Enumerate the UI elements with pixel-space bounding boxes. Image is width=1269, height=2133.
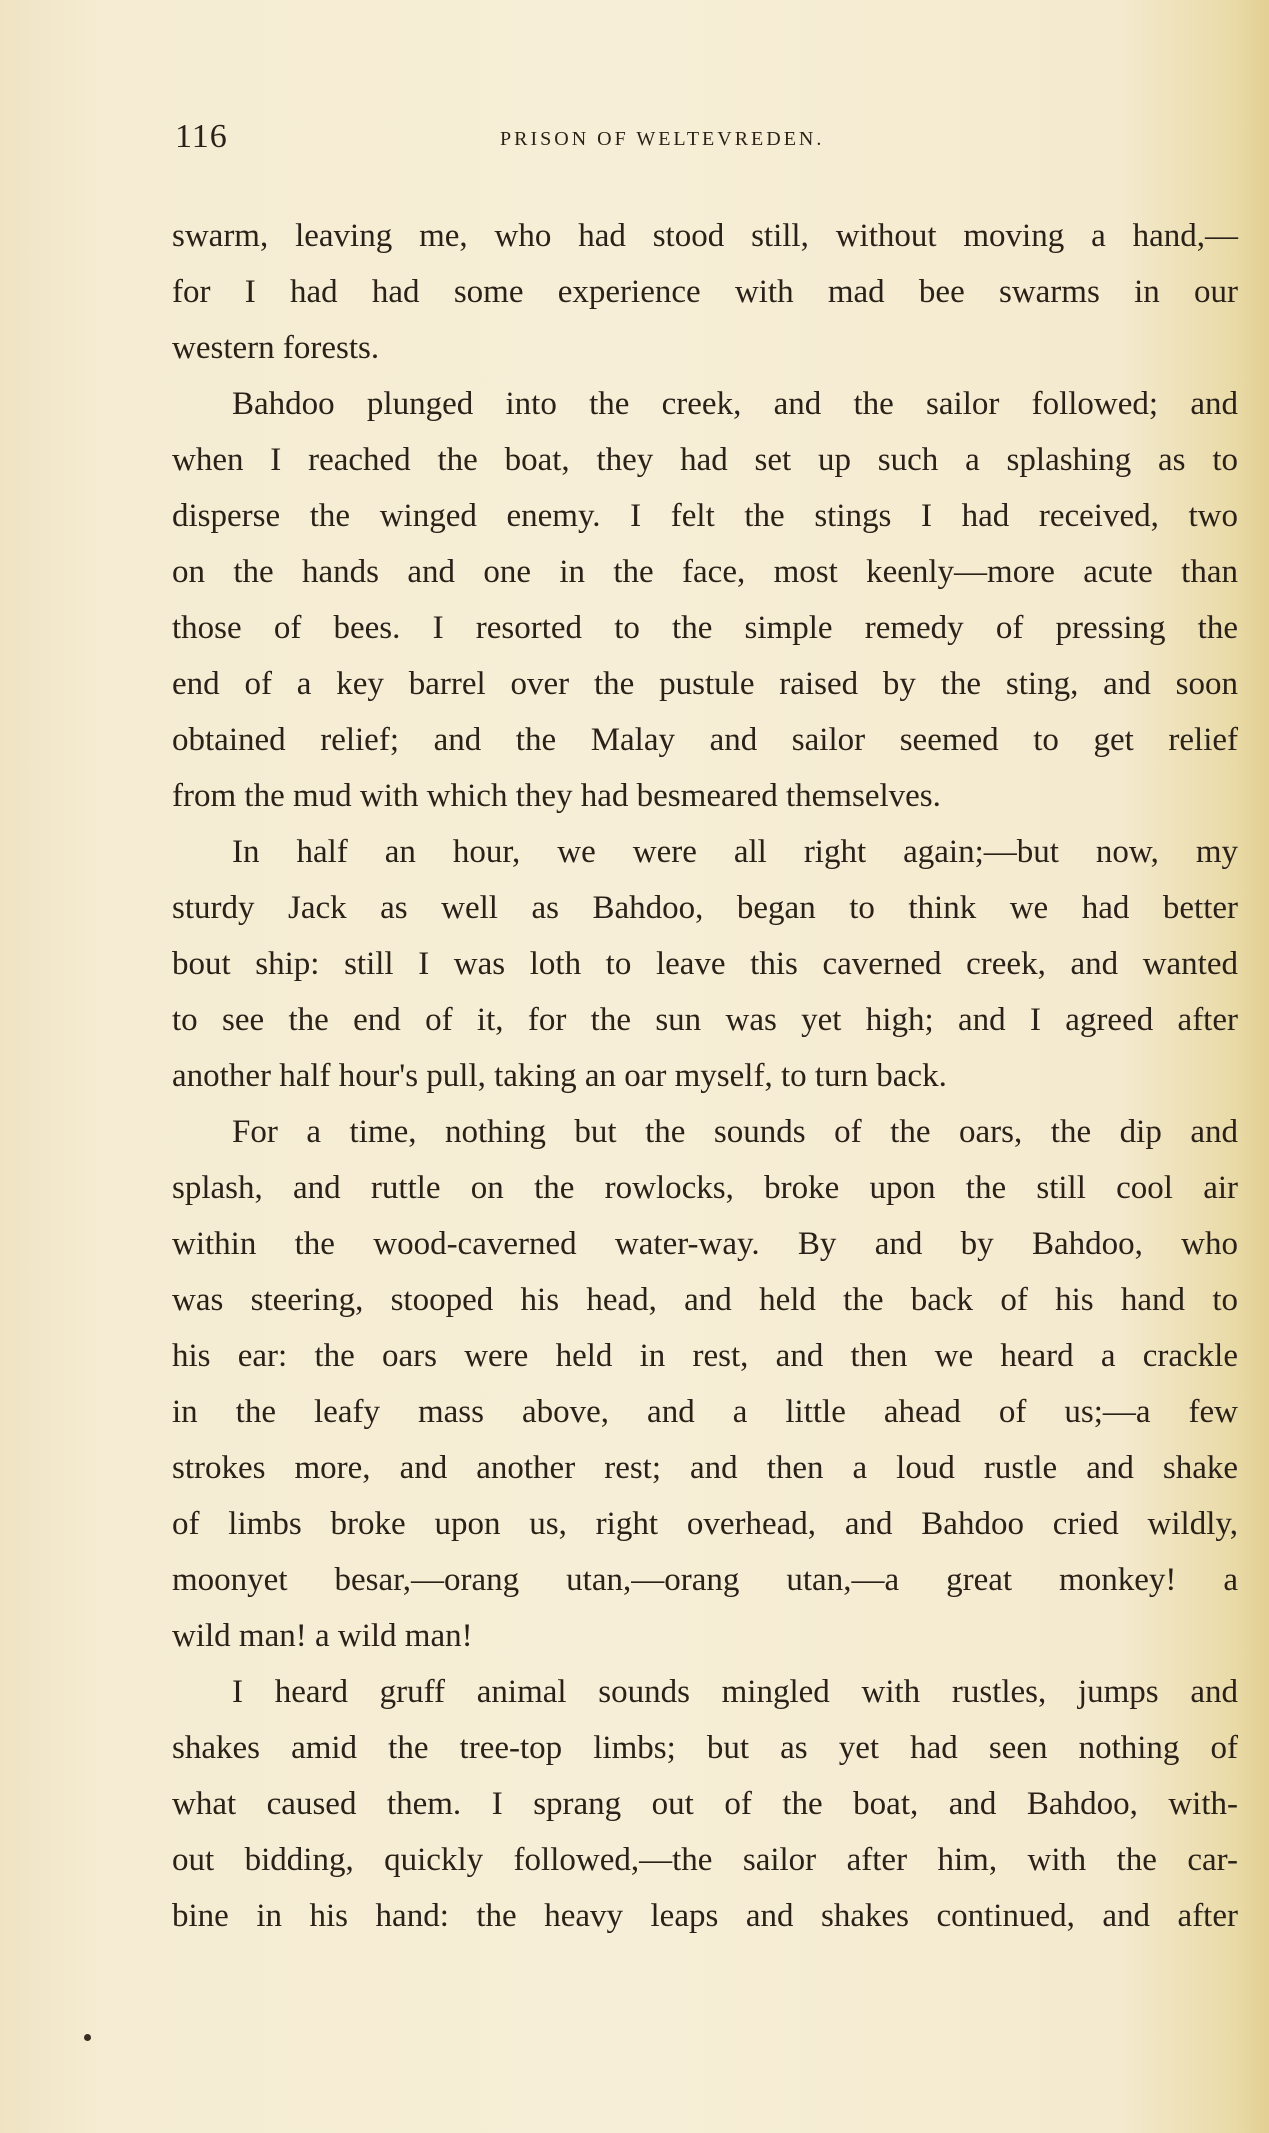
text-line: disperse the winged enemy. I felt the stings I had received, two	[172, 498, 1238, 534]
text-line: those of bees. I resorted to the simple remedy of pressing the	[172, 610, 1238, 646]
text-line: strokes more, and another rest; and then a loud rustle and shake	[172, 1450, 1238, 1486]
page-number: 116	[175, 118, 228, 155]
text-line: his ear: the oars were held in rest, and then we heard a crackle	[172, 1338, 1238, 1374]
text-line: from the mud with which they had besmeared themselves.	[172, 778, 941, 814]
running-title: PRISON OF WELTEVREDEN.	[500, 128, 825, 150]
text-line: wild man! a wild man!	[172, 1618, 473, 1654]
text-line: moonyet besar,—orang utan,—orang utan,—a great monkey! a	[172, 1562, 1238, 1598]
text-line: bine in his hand: the heavy leaps and shakes continued, and after	[172, 1898, 1238, 1934]
text-line: Bahdoo plunged into the creek, and the sailor followed; and	[232, 386, 1238, 422]
text-line: for I had had some experience with mad bee swarms in our	[172, 274, 1238, 310]
text-line: end of a key barrel over the pustule raised by the sting, and soon	[172, 666, 1238, 702]
text-line: I heard gruff animal sounds mingled with rustles, jumps and	[232, 1674, 1238, 1710]
text-line: when I reached the boat, they had set up such a splashing as to	[172, 442, 1238, 478]
text-line: was steering, stooped his head, and held the back of his hand to	[172, 1282, 1238, 1318]
text-line: of limbs broke upon us, right overhead, and Bahdoo cried wildly,	[172, 1506, 1238, 1542]
text-line: in the leafy mass above, and a little ahead of us;—a few	[172, 1394, 1238, 1430]
text-line: For a time, nothing but the sounds of the oars, the dip and	[232, 1114, 1238, 1150]
text-line: shakes amid the tree-top limbs; but as yet had seen nothing of	[172, 1730, 1238, 1766]
text-line: on the hands and one in the face, most keenly—more acute than	[172, 554, 1238, 590]
text-line: to see the end of it, for the sun was yet high; and I agreed after	[172, 1002, 1238, 1038]
text-line: splash, and ruttle on the rowlocks, broke upon the still cool air	[172, 1170, 1238, 1206]
text-line: sturdy Jack as well as Bahdoo, began to think we had better	[172, 890, 1238, 926]
text-line: out bidding, quickly followed,—the sailor after him, with the car-	[172, 1842, 1238, 1878]
text-line: swarm, leaving me, who had stood still, without moving a hand,—	[172, 218, 1238, 254]
text-line: bout ship: still I was loth to leave this caverned creek, and wanted	[172, 946, 1238, 982]
text-line: obtained relief; and the Malay and sailor seemed to get relief	[172, 722, 1238, 758]
text-line: In half an hour, we were all right again;—but now, my	[232, 834, 1238, 870]
running-head	[175, 118, 935, 158]
ink-mark	[84, 2034, 91, 2041]
text-line: another half hour's pull, taking an oar myself, to turn back.	[172, 1058, 947, 1094]
body-text	[172, 208, 1238, 1944]
text-line: western forests.	[172, 330, 380, 366]
text-line: what caused them. I sprang out of the boat, and Bahdoo, with-	[172, 1786, 1238, 1822]
text-line: within the wood-caverned water-way. By and by Bahdoo, who	[172, 1226, 1238, 1262]
